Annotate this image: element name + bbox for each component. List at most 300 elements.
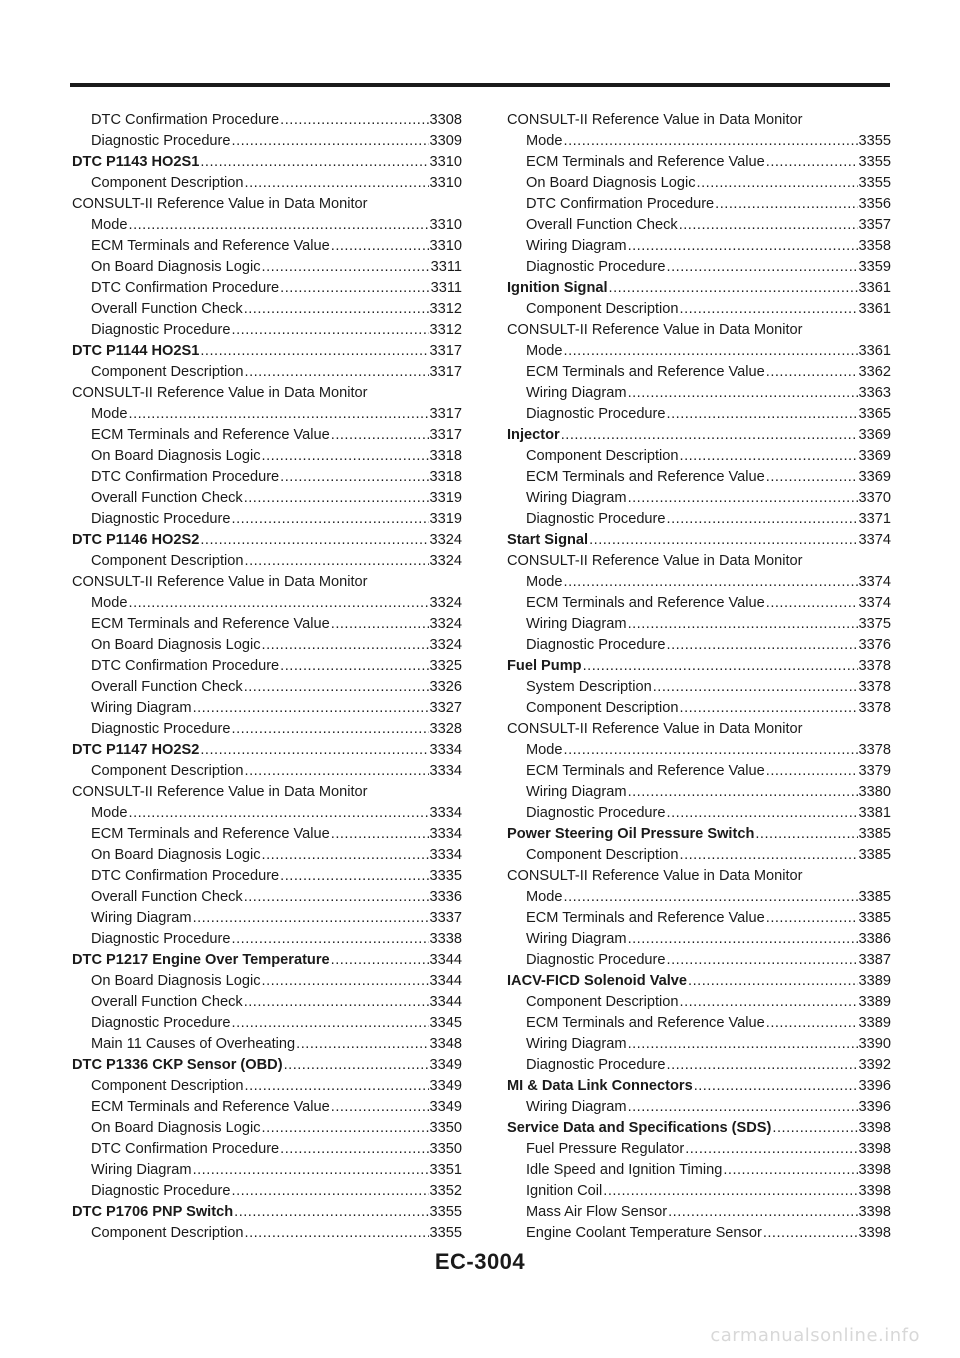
toc-entry[interactable] [72, 257, 462, 278]
toc-entry-page: 3338 [429, 931, 462, 947]
toc-entry[interactable] [507, 488, 891, 509]
toc-entry-page: 3319 [429, 490, 462, 506]
toc-entry-page: 3328 [429, 721, 462, 737]
dot-leader [766, 761, 858, 782]
dot-leader [603, 1181, 857, 1202]
toc-entry[interactable] [72, 614, 462, 635]
toc-entry[interactable] [507, 173, 891, 194]
toc-entry[interactable] [72, 215, 462, 236]
toc-entry-title: Overall Function Check [91, 889, 243, 905]
toc-entry-page: 3370 [858, 490, 891, 506]
toc-entry-page: 3357 [858, 217, 891, 233]
toc-entry[interactable] [507, 446, 891, 467]
toc-entry-title: Fuel Pump [507, 658, 582, 674]
toc-entry-title: DTC Confirmation Procedure [91, 112, 280, 128]
dot-leader [668, 1202, 857, 1223]
toc-entry-title: Mode [526, 742, 563, 758]
toc-entry-page: 3358 [858, 238, 891, 254]
toc-entry-title: Main 11 Causes of Overheating [91, 1036, 296, 1052]
toc-entry-page: 3344 [429, 952, 462, 968]
toc-entry-page: 3385 [858, 826, 891, 842]
toc-entry[interactable] [507, 152, 891, 173]
toc-entry-title: Diagnostic Procedure [526, 511, 666, 527]
dot-leader [667, 404, 858, 425]
toc-entry-page: 3389 [858, 994, 891, 1010]
dot-leader [628, 383, 858, 404]
toc-entry[interactable] [72, 1013, 462, 1034]
toc-entry-title: Injector [507, 427, 560, 443]
dot-leader [200, 341, 428, 362]
toc-entry[interactable] [72, 866, 462, 887]
toc-heading-entry[interactable] [72, 950, 462, 971]
toc-entry[interactable] [72, 992, 462, 1013]
toc-entry[interactable] [72, 299, 462, 320]
toc-entry[interactable] [507, 635, 891, 656]
toc-entry-page: 3324 [429, 637, 462, 653]
toc-entry-page: 3349 [429, 1099, 462, 1115]
toc-entry-title: Diagnostic Procedure [91, 322, 231, 338]
toc-entry[interactable] [507, 383, 891, 404]
dot-leader [280, 110, 428, 131]
toc-entry-title: Ignition Signal [507, 280, 608, 296]
toc-entry-page: 3317 [429, 364, 462, 380]
toc-entry[interactable] [507, 467, 891, 488]
toc-entry-page: 3311 [430, 280, 462, 296]
toc-entry-page: 3317 [429, 406, 462, 422]
toc-entry-title: Overall Function Check [526, 217, 678, 233]
dot-leader [680, 845, 858, 866]
toc-entry-page: 3374 [858, 574, 891, 590]
dot-leader [766, 467, 858, 488]
toc-entry-title: Diagnostic Procedure [526, 406, 666, 422]
toc-entry-title: Wiring Diagram [526, 490, 627, 506]
dot-leader [583, 656, 858, 677]
dot-leader [772, 1118, 857, 1139]
toc-entry[interactable] [507, 1139, 891, 1160]
toc-entry[interactable] [507, 194, 891, 215]
toc-entry-title: Diagnostic Procedure [91, 931, 231, 947]
dot-leader [628, 236, 858, 257]
toc-heading-entry[interactable] [72, 1055, 462, 1076]
toc-entry-page: 3365 [858, 406, 891, 422]
toc-entry[interactable] [507, 1223, 891, 1244]
dot-leader [609, 278, 858, 299]
toc-entry[interactable] [507, 572, 891, 593]
toc-entry-title: On Board Diagnosis Logic [91, 637, 261, 653]
toc-heading-entry[interactable] [507, 824, 891, 845]
toc-entry-title: Diagnostic Procedure [91, 133, 231, 149]
toc-heading-entry[interactable] [507, 971, 891, 992]
toc-entry-page: 3349 [429, 1078, 462, 1094]
dot-leader [667, 509, 858, 530]
dot-leader [129, 215, 429, 236]
toc-entry-page: 3334 [429, 826, 462, 842]
toc-heading-entry[interactable] [507, 1076, 891, 1097]
toc-heading-entry[interactable] [72, 1202, 462, 1223]
toc-entry-page: 3375 [858, 616, 891, 632]
toc-entry-title: Diagnostic Procedure [91, 1015, 231, 1031]
toc-left-column [72, 110, 462, 1244]
toc-entry[interactable] [72, 173, 462, 194]
toc-entry[interactable] [507, 131, 891, 152]
toc-entry-page: 3361 [858, 280, 891, 296]
dot-leader [245, 761, 429, 782]
toc-entry[interactable] [507, 509, 891, 530]
toc-entry[interactable] [507, 257, 891, 278]
toc-entry[interactable] [72, 656, 462, 677]
toc-entry-page: 3369 [858, 448, 891, 464]
toc-entry[interactable] [507, 614, 891, 635]
toc-entry-page: 3324 [429, 532, 462, 548]
dot-leader [296, 1034, 428, 1055]
toc-entry[interactable] [72, 635, 462, 656]
toc-entry[interactable] [72, 425, 462, 446]
toc-entry[interactable] [72, 1160, 462, 1181]
toc-entry-page: 3385 [858, 847, 891, 863]
toc-entry[interactable] [507, 1181, 891, 1202]
toc-entry-page: 3389 [858, 1015, 891, 1031]
toc-entry-title: CONSULT-II Reference Value in Data Monitor [72, 784, 368, 800]
toc-heading-entry[interactable] [507, 530, 891, 551]
dot-leader [244, 992, 429, 1013]
toc-entry[interactable] [72, 782, 462, 803]
dot-leader [280, 467, 428, 488]
toc-entry[interactable] [72, 1034, 462, 1055]
toc-entry[interactable] [72, 803, 462, 824]
watermark: carmanualsonline.info [710, 1325, 920, 1346]
dot-leader [680, 299, 858, 320]
toc-entry[interactable] [72, 929, 462, 950]
toc-entry-page: 3319 [429, 511, 462, 527]
dot-leader [723, 1160, 857, 1181]
toc-entry-page: 3318 [429, 448, 462, 464]
dot-leader [766, 593, 858, 614]
toc-entry-title: CONSULT-II Reference Value in Data Monitor [72, 385, 368, 401]
dot-leader [564, 740, 858, 761]
toc-entry[interactable] [72, 551, 462, 572]
toc-entry-title: Component Description [526, 448, 679, 464]
dot-leader [331, 1097, 429, 1118]
toc-entry[interactable] [507, 1202, 891, 1223]
toc-entry-title: ECM Terminals and Reference Value [526, 1015, 765, 1031]
toc-entry-page: 3310 [429, 154, 462, 170]
toc-entry-page: 3335 [429, 868, 462, 884]
toc-entry[interactable] [72, 404, 462, 425]
toc-entry[interactable] [72, 320, 462, 341]
dot-leader [232, 1181, 429, 1202]
toc-entry-page: 3396 [858, 1099, 891, 1115]
toc-entry-title: ECM Terminals and Reference Value [526, 469, 765, 485]
toc-heading-entry[interactable] [72, 740, 462, 761]
toc-entry[interactable] [72, 887, 462, 908]
toc-entry[interactable] [507, 677, 891, 698]
toc-entry-title: Diagnostic Procedure [526, 259, 666, 275]
toc-entry-page: 3386 [858, 931, 891, 947]
toc-entry-title: Diagnostic Procedure [526, 1057, 666, 1073]
toc-entry-page: 3311 [430, 259, 462, 275]
toc-entry-title: Overall Function Check [91, 490, 243, 506]
dot-leader [129, 803, 429, 824]
toc-entry[interactable] [507, 845, 891, 866]
toc-entry[interactable] [72, 110, 462, 131]
dot-leader [564, 341, 858, 362]
toc-entry-title: CONSULT-II Reference Value in Data Monitor [507, 868, 803, 884]
dot-leader [331, 614, 429, 635]
toc-entry-page: 3334 [429, 742, 462, 758]
toc-entry[interactable] [72, 383, 462, 404]
toc-heading-entry[interactable] [72, 152, 462, 173]
toc-entry[interactable] [507, 929, 891, 950]
toc-entry-title: Component Description [526, 847, 679, 863]
toc-entry-title: DTC P1146 HO2S2 [72, 532, 200, 548]
toc-entry[interactable] [507, 362, 891, 383]
toc-entry-title: DTC Confirmation Procedure [91, 280, 280, 296]
toc-entry-page: 3334 [429, 805, 462, 821]
dot-leader [628, 929, 858, 950]
dot-leader [589, 530, 857, 551]
toc-entry[interactable] [507, 1013, 891, 1034]
dot-leader [280, 278, 429, 299]
toc-entry[interactable] [72, 488, 462, 509]
toc-entry-title: On Board Diagnosis Logic [91, 448, 261, 464]
toc-entry-title: CONSULT-II Reference Value in Data Monitor [72, 196, 368, 212]
toc-heading-entry[interactable] [507, 278, 891, 299]
toc-entry-page: 3349 [429, 1057, 462, 1073]
toc-entry-page: 3351 [429, 1162, 462, 1178]
dot-leader [331, 236, 429, 257]
toc-entry[interactable] [72, 236, 462, 257]
dot-leader [262, 257, 430, 278]
toc-entry-title: Component Description [91, 364, 244, 380]
toc-entry[interactable] [72, 131, 462, 152]
toc-entry-title: ECM Terminals and Reference Value [91, 1099, 330, 1115]
toc-entry-title: DTC P1147 HO2S2 [72, 742, 200, 758]
toc-entry-title: Mode [526, 343, 563, 359]
dot-leader [193, 1160, 429, 1181]
toc-entry[interactable] [72, 1097, 462, 1118]
toc-heading-entry[interactable] [72, 341, 462, 362]
toc-entry-title: CONSULT-II Reference Value in Data Monitor [507, 553, 803, 569]
toc-entry-title: Service Data and Specifications (SDS) [507, 1120, 772, 1136]
toc-entry-title: CONSULT-II Reference Value in Data Monitor [507, 322, 803, 338]
toc-entry[interactable] [507, 110, 891, 131]
toc-entry-title: DTC P1706 PNP Switch [72, 1204, 234, 1220]
toc-entry[interactable] [507, 908, 891, 929]
toc-entry[interactable] [507, 698, 891, 719]
toc-entry-title: Component Description [526, 994, 679, 1010]
toc-entry-title: Diagnostic Procedure [526, 637, 666, 653]
toc-entry-page: 3324 [429, 553, 462, 569]
toc-entry[interactable] [72, 278, 462, 299]
toc-entry[interactable] [72, 971, 462, 992]
toc-entry-title: Mode [91, 406, 128, 422]
toc-entry-page: 3392 [858, 1057, 891, 1073]
toc-entry-title: DTC P1336 CKP Sensor (OBD) [72, 1057, 283, 1073]
dot-leader [561, 425, 858, 446]
toc-entry[interactable] [507, 551, 891, 572]
toc-entry[interactable] [72, 761, 462, 782]
toc-entry-page: 3344 [429, 973, 462, 989]
dot-leader [232, 1013, 429, 1034]
toc-entry[interactable] [507, 320, 891, 341]
dot-leader [628, 782, 858, 803]
toc-entry[interactable] [507, 341, 891, 362]
dot-leader [667, 635, 858, 656]
dot-leader [680, 698, 858, 719]
toc-entry[interactable] [72, 593, 462, 614]
toc-heading-entry[interactable] [72, 530, 462, 551]
toc-entry-title: Mode [526, 574, 563, 590]
toc-heading-entry[interactable] [507, 1118, 891, 1139]
toc-entry-page: 3310 [429, 217, 462, 233]
toc-entry-title: CONSULT-II Reference Value in Data Monitor [507, 721, 803, 737]
toc-entry-page: 3374 [858, 595, 891, 611]
toc-entry[interactable] [72, 467, 462, 488]
toc-entry-title: Wiring Diagram [526, 616, 627, 632]
toc-entry-title: Mode [91, 595, 128, 611]
toc-entry-title: Mode [91, 217, 128, 233]
dot-leader [755, 824, 857, 845]
dot-leader [680, 446, 858, 467]
dot-leader [193, 698, 429, 719]
dot-leader [129, 593, 429, 614]
toc-entry[interactable] [72, 1139, 462, 1160]
toc-entry-title: Diagnostic Procedure [91, 511, 231, 527]
toc-entry[interactable] [507, 299, 891, 320]
toc-entry-page: 3337 [429, 910, 462, 926]
dot-leader [331, 425, 429, 446]
toc-entry[interactable] [507, 236, 891, 257]
toc-heading-entry[interactable] [507, 656, 891, 677]
toc-entry[interactable] [72, 509, 462, 530]
toc-entry-page: 3374 [858, 532, 891, 548]
toc-entry-title: DTC Confirmation Procedure [91, 868, 280, 884]
toc-entry-page: 3396 [858, 1078, 891, 1094]
toc-entry-title: ECM Terminals and Reference Value [91, 616, 330, 632]
toc-entry[interactable] [72, 908, 462, 929]
toc-entry-page: 3327 [429, 700, 462, 716]
toc-entry[interactable] [507, 719, 891, 740]
dot-leader [232, 509, 429, 530]
toc-entry[interactable] [72, 194, 462, 215]
dot-leader [628, 1034, 858, 1055]
toc-entry-title: ECM Terminals and Reference Value [91, 826, 330, 842]
toc-entry-page: 3398 [858, 1162, 891, 1178]
toc-entry-page: 3379 [858, 763, 891, 779]
toc-entry-title: CONSULT-II Reference Value in Data Monitor [507, 112, 803, 128]
toc-entry-title: CONSULT-II Reference Value in Data Monitor [72, 574, 368, 590]
toc-entry-page: 3359 [858, 259, 891, 275]
toc-entry-page: 3369 [858, 427, 891, 443]
toc-entry[interactable] [507, 887, 891, 908]
toc-entry[interactable] [507, 761, 891, 782]
toc-entry[interactable] [72, 362, 462, 383]
toc-entry[interactable] [72, 446, 462, 467]
toc-entry-title: Component Description [91, 175, 244, 191]
toc-entry-page: 3324 [429, 595, 462, 611]
toc-entry-page: 3363 [858, 385, 891, 401]
toc-right-column [507, 110, 891, 1244]
toc-entry[interactable] [72, 1181, 462, 1202]
toc-entry-page: 3389 [858, 973, 891, 989]
toc-entry[interactable] [507, 866, 891, 887]
toc-entry[interactable] [72, 719, 462, 740]
toc-entry-title: Ignition Coil [526, 1183, 603, 1199]
toc-entry[interactable] [507, 1034, 891, 1055]
dot-leader [766, 152, 858, 173]
toc-entry-title: DTC P1144 HO2S1 [72, 343, 200, 359]
toc-entry[interactable] [72, 1076, 462, 1097]
toc-entry-title: System Description [526, 679, 652, 695]
toc-entry-page: 3326 [429, 679, 462, 695]
toc-entry-title: Power Steering Oil Pressure Switch [507, 826, 755, 842]
toc-entry[interactable] [72, 698, 462, 719]
dot-leader [262, 1118, 429, 1139]
toc-entry-page: 3381 [858, 805, 891, 821]
dot-leader [667, 257, 858, 278]
toc-entry-title: DTC Confirmation Procedure [91, 658, 280, 674]
toc-entry-title: Diagnostic Procedure [91, 721, 231, 737]
toc-entry[interactable] [72, 824, 462, 845]
dot-leader [232, 131, 429, 152]
toc-entry-title: Idle Speed and Ignition Timing [526, 1162, 723, 1178]
toc-entry-title: Wiring Diagram [526, 238, 627, 254]
toc-entry-title: DTC Confirmation Procedure [91, 469, 280, 485]
toc-entry-title: Wiring Diagram [526, 784, 627, 800]
toc-entry[interactable] [507, 404, 891, 425]
dot-leader [688, 971, 858, 992]
dot-leader [667, 1055, 858, 1076]
toc-entry-page: 3318 [429, 469, 462, 485]
toc-entry[interactable] [507, 740, 891, 761]
toc-entry[interactable] [507, 950, 891, 971]
dot-leader [244, 887, 429, 908]
toc-heading-entry[interactable] [507, 425, 891, 446]
dot-leader [234, 1202, 428, 1223]
toc-entry[interactable] [72, 845, 462, 866]
toc-entry[interactable] [507, 992, 891, 1013]
toc-entry[interactable] [72, 572, 462, 593]
dot-leader [244, 488, 429, 509]
toc-entry[interactable] [72, 677, 462, 698]
toc-entry[interactable] [507, 215, 891, 236]
toc-entry-title: Mode [526, 133, 563, 149]
toc-entry-page: 3385 [858, 910, 891, 926]
toc-entry-title: Overall Function Check [91, 679, 243, 695]
toc-entry-page: 3376 [858, 637, 891, 653]
toc-entry[interactable] [507, 782, 891, 803]
toc-entry-title: On Board Diagnosis Logic [526, 175, 696, 191]
toc-entry[interactable] [507, 1055, 891, 1076]
toc-entry-title: ECM Terminals and Reference Value [526, 910, 765, 926]
toc-entry[interactable] [507, 1097, 891, 1118]
toc-entry[interactable] [72, 1118, 462, 1139]
toc-entry[interactable] [72, 1223, 462, 1244]
dot-leader [262, 635, 429, 656]
toc-entry[interactable] [507, 1160, 891, 1181]
toc-entry-page: 3398 [858, 1225, 891, 1241]
toc-entry[interactable] [507, 593, 891, 614]
toc-entry-page: 3378 [858, 700, 891, 716]
dot-leader [766, 362, 858, 383]
toc-entry-page: 3371 [858, 511, 891, 527]
dot-leader [763, 1223, 858, 1244]
toc-entry[interactable] [507, 803, 891, 824]
dot-leader [245, 1223, 429, 1244]
toc-entry-page: 3309 [429, 133, 462, 149]
toc-entry-title: Wiring Diagram [526, 1099, 627, 1115]
toc-entry-page: 3348 [429, 1036, 462, 1052]
